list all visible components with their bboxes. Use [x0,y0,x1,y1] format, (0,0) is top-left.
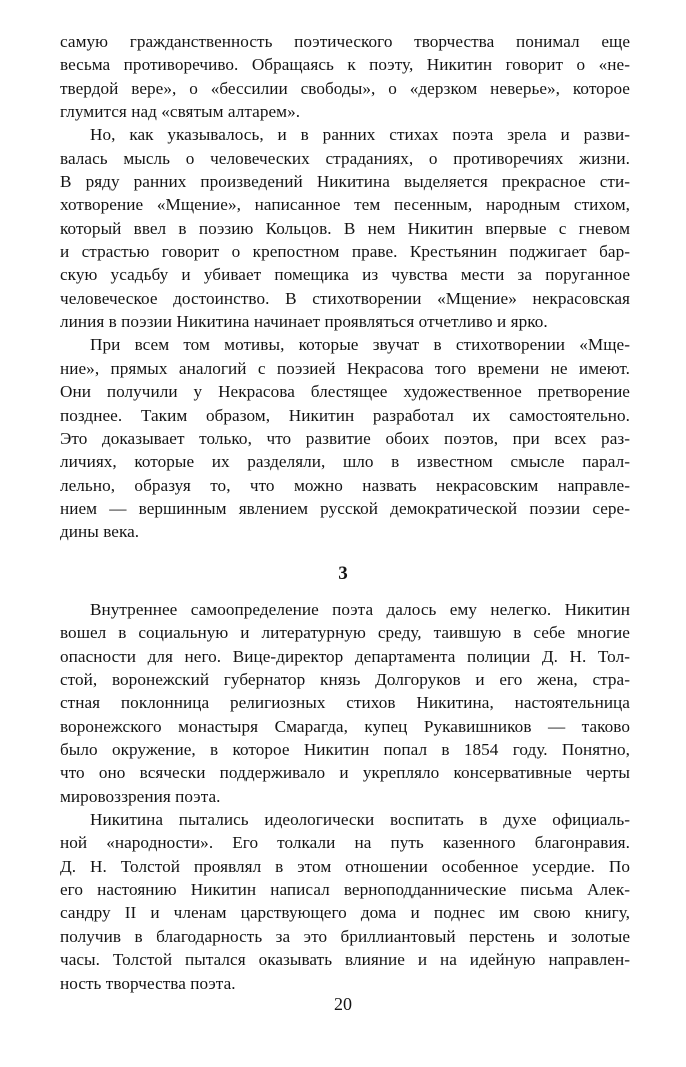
text-line: ние», прямых аналогий с поэзией Некрасова того времени не имеют. [60,358,630,378]
text-line: При всем том мотивы, которые звучат в стихотворении «Мще- [90,335,630,355]
text-line: твердой вере», о «бессилии свободы», о «дерзком неверье», которое [60,78,630,98]
text-line: личиях, которые их разделяли, шло в известном смысле парал- [60,452,630,472]
text-line: ность творчества поэта. [60,973,236,993]
text-line: Внутреннее самоопределение поэта далось ему нелегко. Никитин [90,600,630,619]
text-line: нием — вершинным явлением русской демократической поэзии сере- [60,498,630,518]
text-line: Никитина пытались идеологически воспитать в духе официаль- [90,810,630,830]
text-line: валась мысль о человеческих страданиях, о противоречиях жизни. [60,148,630,168]
text-line: часы. Толстой пытался оказывать влияние и на идейную направлен- [60,950,630,970]
text-line: мировоззрения поэта. [60,786,221,806]
text-line: вошел в социальную и литературную среду, таившую в себе многие [60,623,630,643]
text-line: и страстью говорит о крепостном праве. Крестьянин поджигает бар- [60,242,630,262]
text-line: В ряду ранних произведений Никитина выделяется прекрасное сти- [60,172,630,192]
text-line: ной «народности». Его толкали на путь казенного благонравия. [60,833,630,853]
text-line: человеческое достоинство. В стихотворении «Мщение» некрасовская [60,288,630,308]
text-line: воронежского монастыря Смарагда, купец Рукавишников — таково [60,716,630,736]
text-line: хотворение «Мщение», написанное тем песенным, народным стихом, [60,195,630,215]
text-line: Но, как указывалось, и в ранних стихах поэта зрела и разви- [90,125,630,145]
text-line: было окружение, в которое Никитин попал в 1854 году. Понятно, [60,740,630,760]
text-line: линия в поэзии Никитина начинает проявляться отчетливо и ярко. [60,312,548,332]
text-line: Д. Н. Толстой проявлял в этом отношении особенное усердие. По [60,856,630,876]
text-line: лельно, образуя то, что можно назвать некрасовским направле- [60,475,630,495]
text-line: дины века. [60,522,140,542]
text-line: скую усадьбу и убивает помещика из чувства мести за поруганное [60,265,630,285]
text-line: стой, воронежский губернатор князь Долгоруков и его жена, стра- [60,670,630,690]
text-line: получив в благодарность за это бриллиантовый перстень и золотые [60,926,630,946]
text-line: опасности для него. Вице-директор департамента полиции Д. Н. Тол- [60,646,630,666]
text-line: его настоянию Никитин написал верноподданнические письма Алек- [60,880,630,900]
text-line: Они получили у Некрасова блестящее художественное претворение [60,382,630,402]
text-line: который ввел в поэзию Кольцов. В нем Никитин впервые с гневом [60,218,630,238]
text-line: стная поклонница религиозных стихов Никитина, настоятельница [60,693,630,713]
text-column-lower [60,598,630,995]
text-line: глумится над «святым алтарем». [60,102,301,122]
text-line: что оно всячески поддерживало и укрепляло консервативные черты [60,763,630,783]
text-line: сандру II и членам царствующего дома и поднес им свою книгу, [60,903,630,923]
text-line: позднее. Таким образом, Никитин разработал их самостоятельно. [60,405,630,425]
section-number: 3 [338,563,348,584]
page-number: 20 [334,994,352,1014]
text-line: самую гражданственность поэтического творчества понимал еще [60,32,630,51]
text-line: весьма противоречиво. Обращаясь к поэту, Никитин говорит о «не- [60,55,630,75]
text-line: Это доказывает только, что развитие обоих поэтов, при всех раз- [60,428,630,448]
text-column-upper [60,30,630,544]
